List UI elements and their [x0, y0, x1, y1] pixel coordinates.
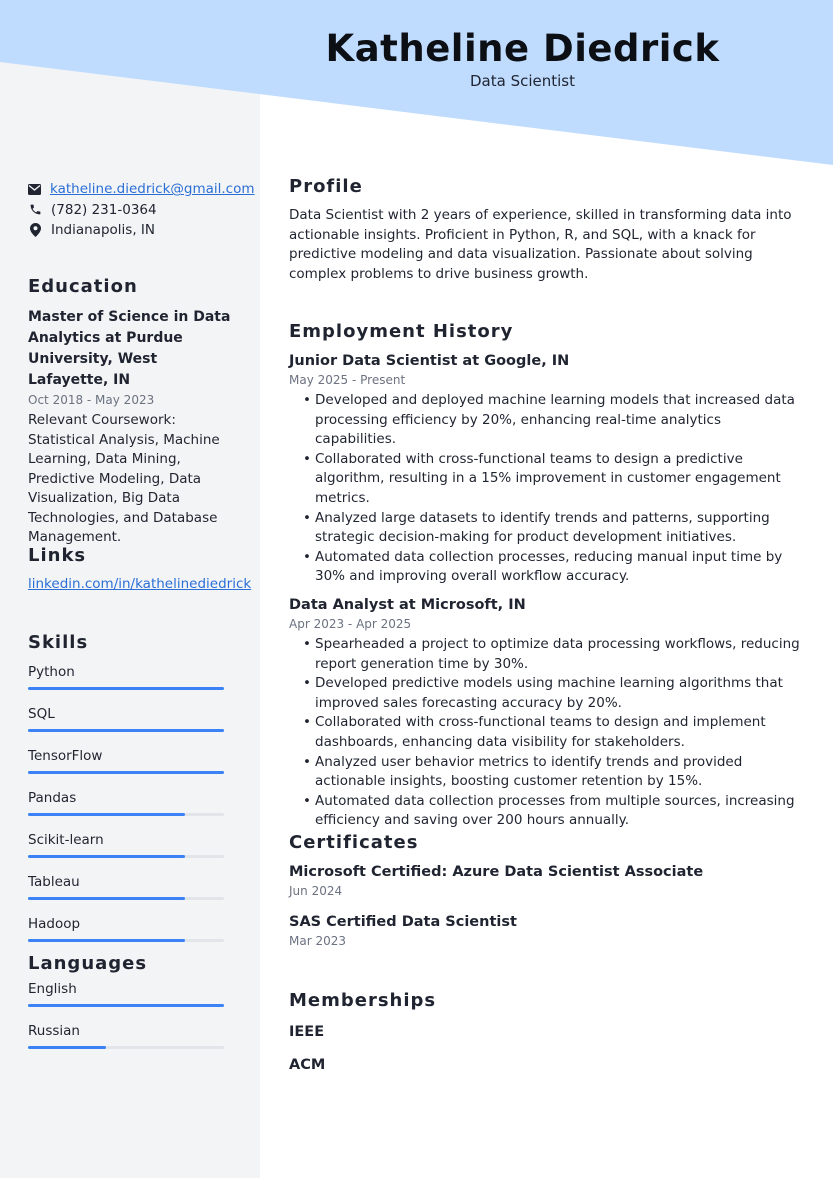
job-bullet: • Analyzed large datasets to identify trends and patterns, supporting strategic decision-making for product development initiatives. [303, 509, 804, 548]
employment-section [289, 321, 804, 831]
job-bullet: • Automated data collection processes from multiple sources, increasing efficiency and saving over 200 hours annually. [303, 792, 804, 831]
map-pin-icon [28, 223, 42, 237]
certificate-name: Microsoft Certified: Azure Data Scientist Associate [289, 864, 704, 880]
skill-name: Scikit-learn [28, 832, 104, 848]
skill-level-fill [28, 771, 224, 774]
skill-level-fill [28, 897, 185, 900]
job-title: Data Analyst at Microsoft, IN [289, 596, 526, 613]
skill-item [28, 663, 238, 690]
skill-level-bar [28, 771, 224, 774]
memberships-heading: Memberships [289, 990, 437, 1011]
education-dates: Oct 2018 - May 2023 [28, 393, 155, 407]
resume-header [260, 28, 833, 90]
languages-heading: Languages [28, 953, 148, 974]
job-bullets [303, 391, 804, 587]
skill-name: SQL [28, 706, 55, 722]
languages-section [28, 953, 238, 1064]
job-entry [289, 595, 804, 831]
contact-block [28, 179, 255, 241]
language-level-bar [28, 1004, 224, 1007]
skill-name: Hadoop [28, 916, 81, 932]
skill-level-fill [28, 729, 224, 732]
membership-item: IEEE [289, 1024, 325, 1040]
skill-level-fill [28, 687, 224, 690]
job-entry [289, 351, 804, 587]
certificate-item [289, 912, 804, 950]
skill-level-fill [28, 813, 185, 816]
skill-item [28, 789, 238, 816]
skill-level-fill [28, 939, 185, 942]
certificates-section [289, 832, 804, 950]
job-bullet: • Spearheaded a project to optimize data processing workflows, reducing report generation time by 30%. [303, 635, 804, 674]
skills-list [28, 663, 238, 942]
contact-location-row [28, 220, 238, 241]
job-bullet: • Collaborated with cross-functional teams to design a predictive algorithm, resulting in a 15% improvement in customer engagement metrics. [303, 450, 804, 509]
job-dates: May 2025 - Present [289, 373, 406, 387]
skill-item [28, 915, 238, 942]
phone-number: (782) 231-0364 [51, 201, 157, 218]
phone-icon [28, 203, 42, 217]
skill-name: Pandas [28, 790, 77, 806]
languages-list [28, 980, 238, 1049]
job-dates: Apr 2023 - Apr 2025 [289, 616, 412, 631]
skill-item [28, 705, 238, 732]
profile-text: Data Scientist with 2 years of experience, skilled in transforming data into actionable insights. Proficient in Python, R, and SQL, with a knack for predictive modeling and data visualization. Passionate about solving complex problems to drive business growth. [289, 207, 792, 283]
certificate-item [289, 862, 804, 900]
job-bullet: • Developed predictive models using machine learning algorithms that improved sales forecasting accuracy by 20%. [303, 674, 804, 713]
education-description: Relevant Coursework: Statistical Analysis, Machine Learning, Data Mining, Predictive Modeling, Data Visualization, Big Data Technologies, and Database Management. [28, 412, 220, 545]
skill-name: TensorFlow [28, 748, 103, 764]
certificates-list [289, 862, 804, 950]
skills-section [28, 632, 238, 957]
language-level-fill [28, 1004, 224, 1007]
language-item [28, 1022, 238, 1049]
job-bullets [303, 635, 804, 831]
skill-level-fill [28, 855, 185, 858]
profile-heading: Profile [289, 176, 363, 197]
links-heading: Links [28, 545, 87, 566]
contact-phone-row [28, 200, 238, 221]
candidate-title: Data Scientist [470, 72, 575, 90]
skill-level-bar [28, 939, 224, 942]
job-bullet: • Automated data collection processes, reducing manual input time by 30% and improving overall workflow accuracy. [303, 548, 804, 587]
certificate-date: Mar 2023 [289, 934, 346, 948]
membership-item: ACM [289, 1057, 326, 1073]
skill-item [28, 873, 238, 900]
skill-level-bar [28, 813, 224, 816]
language-level-bar [28, 1046, 224, 1049]
skill-name: Python [28, 664, 75, 680]
email-link[interactable]: katheline.diedrick@gmail.com [50, 181, 255, 198]
skill-item [28, 831, 238, 858]
language-name: English [28, 981, 77, 997]
skill-level-bar [28, 687, 224, 690]
job-title: Junior Data Scientist at Google, IN [289, 353, 570, 369]
skill-level-bar [28, 729, 224, 732]
language-level-fill [28, 1046, 106, 1049]
education-section [28, 276, 238, 548]
skill-name: Tableau [28, 874, 80, 890]
certificate-date: Jun 2024 [289, 884, 343, 898]
job-bullet: • Analyzed user behavior metrics to identify trends and provided actionable insights, boosting customer retention by 15%. [303, 753, 804, 792]
memberships-section [289, 990, 804, 1088]
linkedin-link[interactable]: linkedin.com/in/kathelinediedrick [28, 576, 252, 592]
education-heading: Education [28, 276, 138, 297]
contact-email-row [28, 179, 255, 200]
job-bullet: • Developed and deployed machine learning models that increased data processing efficiency by 20%, enhancing real-time analytics capabilities. [303, 391, 804, 450]
education-degree: Master of Science in Data Analytics at Purdue University, West Lafayette, IN [28, 309, 231, 388]
memberships-list [289, 1022, 804, 1075]
job-bullet: • Collaborated with cross-functional teams to design and implement dashboards, enhancing data visibility for stakeholders. [303, 713, 804, 752]
skill-item [28, 747, 238, 774]
skill-level-bar [28, 855, 224, 858]
certificate-name: SAS Certified Data Scientist [289, 914, 517, 930]
envelope-icon [28, 182, 41, 196]
candidate-name: Katheline Diedrick [325, 27, 720, 70]
language-name: Russian [28, 1023, 80, 1039]
certificates-heading: Certificates [289, 832, 419, 853]
employment-heading: Employment History [289, 321, 514, 342]
skill-level-bar [28, 897, 224, 900]
language-item [28, 980, 238, 1007]
jobs-list [289, 351, 804, 831]
links-section [28, 545, 252, 592]
profile-section [289, 176, 804, 285]
location-text: Indianapolis, IN [51, 222, 155, 239]
skills-heading: Skills [28, 632, 89, 653]
